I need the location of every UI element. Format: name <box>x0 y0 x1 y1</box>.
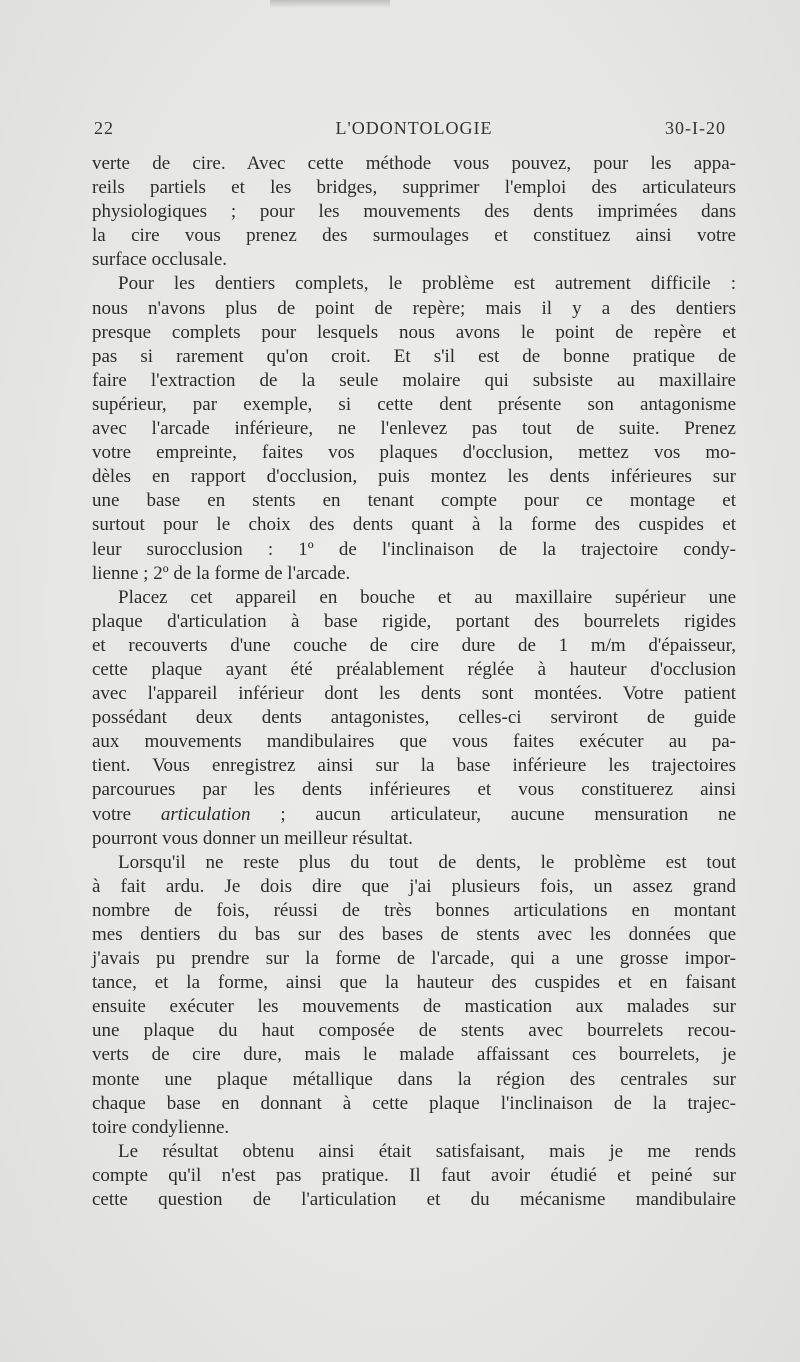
journal-title: L'ODONTOLOGIE <box>335 118 493 138</box>
paragraph <box>92 1140 736 1212</box>
text-line: nombre de fois, réussi de très bonnes articulations en montant <box>92 899 736 921</box>
text-line: monte une plaque métallique dans la région des centrales sur <box>92 1068 736 1090</box>
text-line: ensuite exécuter les mouvements de mastication aux malades sur <box>92 996 736 1018</box>
text-line: presque complets pour lesquels nous avons le point de repère et <box>92 321 736 343</box>
paragraph <box>92 152 736 272</box>
text-line: toire condylienne. <box>92 1116 230 1138</box>
text-line: Pour les dentiers complets, le problème est autrement difficile : <box>118 273 736 295</box>
text-line: verts de cire dure, mais le malade affaissant ces bourrelets, je <box>92 1044 736 1066</box>
article-body <box>92 152 736 1212</box>
italic-term: articulation <box>160 803 251 825</box>
text-line: Le résultat obtenu ainsi était satisfaisant, mais je me rends <box>118 1140 736 1162</box>
text-line: surtout pour le choix des dents quant à la forme des cuspides et <box>92 514 736 536</box>
text-line: parcourues par les dents inférieures et vous constituerez ainsi <box>92 779 736 801</box>
text-line: cette plaque ayant été préalablement réglée à hauteur d'occlusion <box>92 658 736 680</box>
text-line: lienne ; 2º de la forme de l'arcade. <box>92 562 351 584</box>
text-line: à fait ardu. Je dois dire que j'ai plusieurs fois, un assez grand <box>92 875 736 897</box>
text-line: pourront vous donner un meilleur résultat. <box>92 827 413 849</box>
running-header <box>94 118 734 142</box>
text-line: avec l'arcade inférieure, ne l'enlevez pas tout de suite. Prenez <box>92 418 736 440</box>
text-line: et recouverts d'une couche de cire dure de 1 m/m d'épaisseur, <box>92 634 736 656</box>
text-line: Lorsqu'il ne reste plus du tout de dents, le problème est tout <box>118 851 736 873</box>
text-line: leur surocclusion : 1º de l'inclinaison de la trajectoire condy- <box>92 538 736 560</box>
text-line: votre articulation ; aucun articulateur, aucune mensuration ne <box>92 803 737 825</box>
page-number: 22 <box>94 118 114 138</box>
text-line: aux mouvements mandibulaires que vous faites exécuter au pa- <box>92 731 736 753</box>
text-line: tance, et la forme, ainsi que la hauteur des cuspides et en faisant <box>92 972 736 994</box>
issue-date: 30-I-20 <box>665 118 726 138</box>
paragraph <box>92 851 736 1140</box>
text-line: tient. Vous enregistrez ainsi sur la base inférieure les trajectoires <box>92 755 736 777</box>
text-line: une base en stents en tenant compte pour ce montage et <box>92 490 736 512</box>
text-line: dèles en rapport d'occlusion, puis montez les dents inférieures sur <box>92 466 736 488</box>
text-line: votre empreinte, faites vos plaques d'occlusion, mettez vos mo- <box>92 442 736 464</box>
text-line: verte de cire. Avec cette méthode vous pouvez, pour les appa- <box>92 153 736 174</box>
text-line: la cire vous prenez des surmoulages et constituez ainsi votre <box>92 225 736 247</box>
paragraph <box>92 586 736 851</box>
text-line: reils partiels et les bridges, supprimer l'emploi des articulateurs <box>92 177 736 199</box>
paragraph <box>92 272 736 585</box>
text-line: supérieur, par exemple, si cette dent présente son antagonisme <box>92 393 736 415</box>
text-line: mes dentiers du bas sur des bases de stents avec les données que <box>92 924 736 945</box>
text-line: pas si rarement qu'on croit. Et s'il est de bonne pratique de <box>92 345 736 367</box>
text-line: cette question de l'articulation et du mécanisme mandibulaire <box>92 1189 736 1211</box>
text-line: avec l'appareil inférieur dont les dents sont montées. Votre patient <box>92 683 736 705</box>
text-line: nous n'avons plus de point de repère; mais il y a des dentiers <box>92 297 736 319</box>
text-line: une plaque du haut composée de stents avec bourrelets recou- <box>92 1020 736 1042</box>
text-line: j'avais pu prendre sur la forme de l'arcade, qui a une grosse impor- <box>92 948 736 970</box>
text-line: faire l'extraction de la seule molaire qui subsiste au maxillaire <box>92 369 736 391</box>
text-line: chaque base en donnant à cette plaque l'inclinaison de la trajec- <box>92 1092 736 1114</box>
scan-shadow <box>270 0 390 8</box>
text-line: physiologiques ; pour les mouvements des dents imprimées dans <box>92 201 736 223</box>
text-line: surface occlusale. <box>92 249 228 271</box>
text-line: possédant deux dents antagonistes, celles-ci serviront de guide <box>92 707 736 729</box>
text-line: compte qu'il n'est pas pratique. Il faut avoir étudié et peiné sur <box>92 1164 736 1186</box>
text-line: plaque d'articulation à base rigide, portant des bourrelets rigides <box>92 610 736 632</box>
text-line: Placez cet appareil en bouche et au maxillaire supérieur une <box>118 586 736 608</box>
